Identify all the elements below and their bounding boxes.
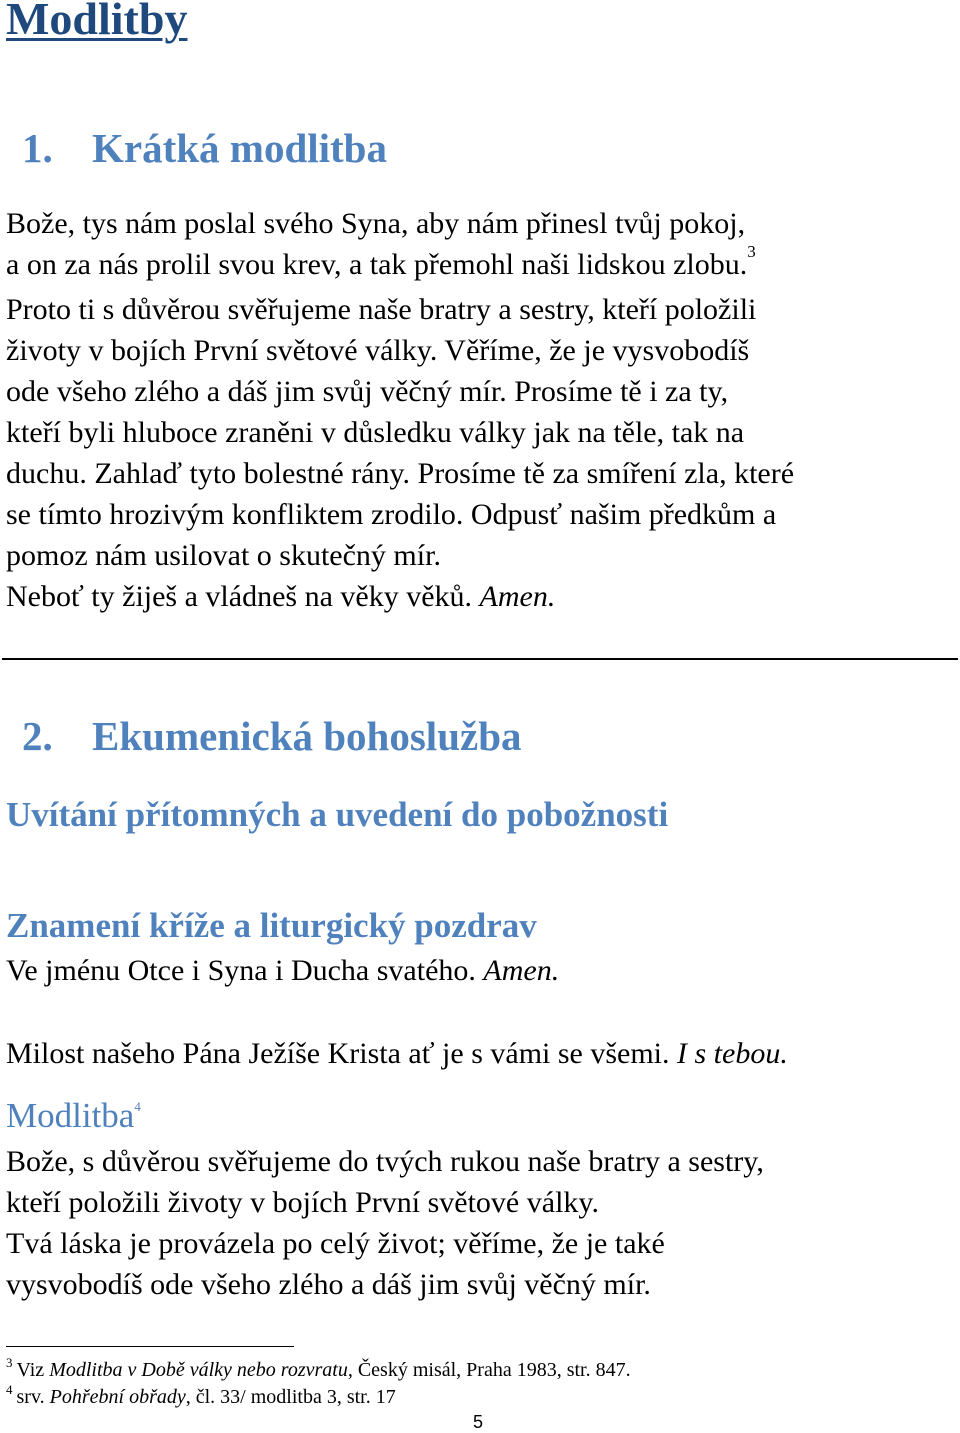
- subheading-welcome: Uvítání přítomných a uvedení do pobožnosti: [6, 795, 669, 834]
- page-number: 5: [473, 1412, 484, 1432]
- body-line: duchu. Zahlaď tyto bolestné rány. Prosíme tě za smíření zla, které: [6, 457, 795, 490]
- prayer-line: vysvobodíš ode všeho zlého a dáš jim svůj věčný mír.: [6, 1268, 651, 1301]
- body-line: ode všeho zlého a dáš jim svůj věčný mír. Prosíme tě i za ty,: [6, 375, 729, 408]
- prayer-body: [6, 1141, 764, 1305]
- footnote-3: $^3$ Viz Modlitba v Době války nebo rozvratu, Český misál, Praha 1983, str. 847.: [6, 1355, 631, 1381]
- body-line: pomoz nám usilovat o skutečný mír.: [6, 539, 441, 572]
- footnote-4: $^4$ srv. Pohřební obřady, čl. 33/ modlitba 3, str. 17: [6, 1382, 396, 1408]
- prayer-line: Tvá láska je provázela po celý život; věříme, že je také: [6, 1227, 665, 1260]
- greeting-text: Milost našeho Pána Ježíše Krista ať je s vámi se všemi. I s tebou.: [6, 1037, 788, 1070]
- amen: Amen.: [483, 954, 560, 987]
- footnote-ref-3: 3: [747, 242, 756, 261]
- page-title: Modlitby: [6, 0, 188, 44]
- section-2-title: Ekumenická bohoslužba: [92, 713, 522, 759]
- footnote-ref-4: 4: [134, 1099, 141, 1114]
- subheading-sign-of-cross: Znamení kříže a liturgický pozdrav: [6, 906, 537, 945]
- body-line: životy v bojích První světové války. Věříme, že je vysvobodíš: [6, 334, 750, 367]
- section-1-heading: [22, 124, 387, 172]
- section-divider: [2, 658, 958, 660]
- response: I s tebou.: [677, 1037, 788, 1070]
- sign-of-cross-text: Ve jménu Otce i Syna i Ducha svatého. Amen.: [6, 954, 560, 987]
- section-1-title: Krátká modlitba: [92, 125, 387, 171]
- closing-line: Neboť ty žiješ a vládneš na věky věků. Amen.: [6, 580, 556, 613]
- footnote-separator: [6, 1346, 294, 1347]
- body-line: se tímto hrozivým konfliktem zrodilo. Odpusť našim předkům a: [6, 498, 777, 531]
- section-1-number: 1.: [22, 125, 53, 171]
- section-1-body: [6, 203, 794, 617]
- prayer-line: kteří položili životy v bojích První světové války.: [6, 1186, 599, 1219]
- prayer-heading: Modlitba$^4$: [6, 1096, 141, 1135]
- prayer-line: Bože, s důvěrou svěřujeme do tvých rukou naše bratry a sestry,: [6, 1145, 764, 1178]
- section-2-number: 2.: [22, 713, 53, 759]
- section-2-heading: [22, 712, 522, 760]
- body-line: Bože, tys nám poslal svého Syna, aby nám přinesl tvůj pokoj,: [6, 207, 746, 240]
- body-line: a on za nás prolil svou krev, a tak přemohl naši lidskou zlobu.$^3$: [6, 242, 756, 281]
- body-line: Proto ti s důvěrou svěřujeme naše bratry a sestry, kteří položili: [6, 293, 757, 326]
- body-line: kteří byli hluboce zraněni v důsledku války jak na těle, tak na: [6, 416, 745, 449]
- amen: Amen.: [479, 580, 556, 613]
